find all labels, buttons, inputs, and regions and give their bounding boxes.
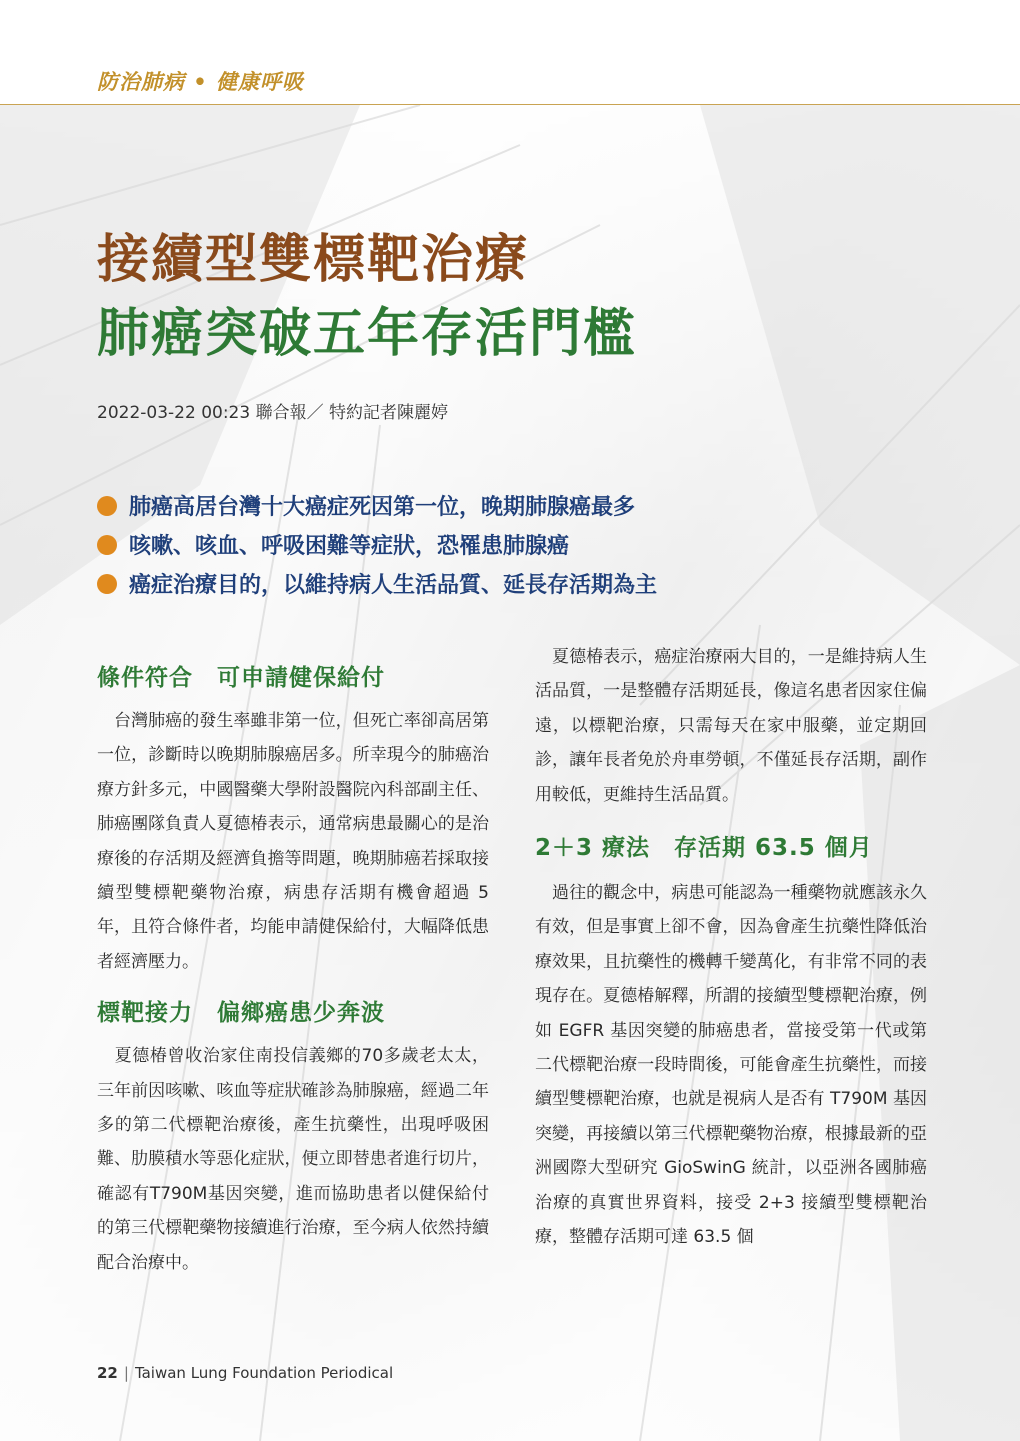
- body-paragraph: 夏德椿曾收治家住南投信義鄉的70多歲老太太，三年前因咳嗽、咳血等症狀確診為肺腺癌，經過二年多的第二代標靶治療後，產生抗藥性，出現呼吸困難、肋膜積水等惡化症狀，便立即替患者進行切片，確認有T790M基因突變，進而協助患者以健保給付的第三代標靶藥物接續進行治療，至今病人依然持續配合治療中。: [97, 1046, 489, 1273]
- bullet-dot-icon: [97, 574, 117, 594]
- key-point: [97, 564, 657, 603]
- key-point-text: 肺癌高居台灣十大癌症死因第一位，晚期肺腺癌最多: [129, 495, 636, 520]
- key-point-text: 咳嗽、咳血、呼吸困難等症狀，恐罹患肺腺癌: [129, 534, 570, 559]
- section-heading: 標靶接力 偏鄉癌患少奔波: [97, 1000, 385, 1027]
- article-title-line-1: 接續型雙標靶治療: [97, 230, 530, 290]
- key-points-list: [97, 486, 657, 603]
- key-point: [97, 525, 657, 564]
- page-footer: [97, 1364, 393, 1382]
- running-header: [0, 0, 1020, 104]
- footer-separator: |: [123, 1364, 129, 1382]
- section-heading: 2＋3 療法 存活期 63.5 個月: [535, 835, 873, 862]
- section-running-title: 防治肺病 • 健康呼吸: [97, 69, 305, 94]
- article-byline: 2022-03-22 00:23 聯合報／ 特約記者陳麗婷: [97, 403, 448, 423]
- key-point: [97, 486, 657, 525]
- key-point-text: 癌症治療目的，以維持病人生活品質、延長存活期為主: [129, 573, 658, 598]
- body-paragraph: 過往的觀念中，病患可能認為一種藥物就應該永久有效，但是事實上卻不會，因為會產生抗藥性降低治療效果，且抗藥性的機轉千變萬化，有非常不同的表現存在。夏德椿解釋，所謂的接續型雙標靶治療，例如 EGFR 基因突變的肺癌患者，當接受第一代或第二代標靶治療一段時間後，可能會產生抗藥性，而接續型雙標靶治療，也就是視病人是否有 T790M 基因突變，再接續以第三代標靶藥物治療，根據最新的亞洲國際大型研究 GioSwinG 統計，以亞洲各國肺癌治療的真實世界資料，接受 2+3 接續型雙標靶治療，整體存活期可達 63.5 個: [535, 883, 927, 1248]
- bullet-dot-icon: [97, 535, 117, 555]
- body-paragraph: 夏德椿表示，癌症治療兩大目的，一是維持病人生活品質，一是整體存活期延長，像這名患者因家住偏遠，以標靶治療，只需每天在家中服藥，並定期回診，讓年長者免於舟車勞頓，不僅延長存活期，副作用較低，更維持生活品質。: [535, 647, 927, 805]
- section-heading: 條件符合 可申請健保給付: [97, 665, 385, 691]
- body-paragraph: 台灣肺癌的發生率雖非第一位，但死亡率卻高居第一位，診斷時以晚期肺腺癌居多。所幸現今的肺癌治療方針多元，中國醫藥大學附設醫院內科部副主任、肺癌團隊負責人夏德椿表示，通常病患最關心的是治療後的存活期及經濟負擔等問題，晚期肺癌若採取接續型雙標靶藥物治療，病患存活期有機會超過 5 年，且符合條件者，均能申請健保給付，大幅降低患者經濟壓力。: [97, 711, 489, 972]
- page-number: 22: [97, 1364, 118, 1382]
- left-column: [97, 658, 489, 1280]
- article-title-line-2: 肺癌突破五年存活門檻: [97, 304, 638, 364]
- bullet-dot-icon: [97, 496, 117, 516]
- header-rule: [0, 104, 1020, 105]
- right-column: [535, 640, 927, 1255]
- publication-name: Taiwan Lung Foundation Periodical: [134, 1364, 394, 1382]
